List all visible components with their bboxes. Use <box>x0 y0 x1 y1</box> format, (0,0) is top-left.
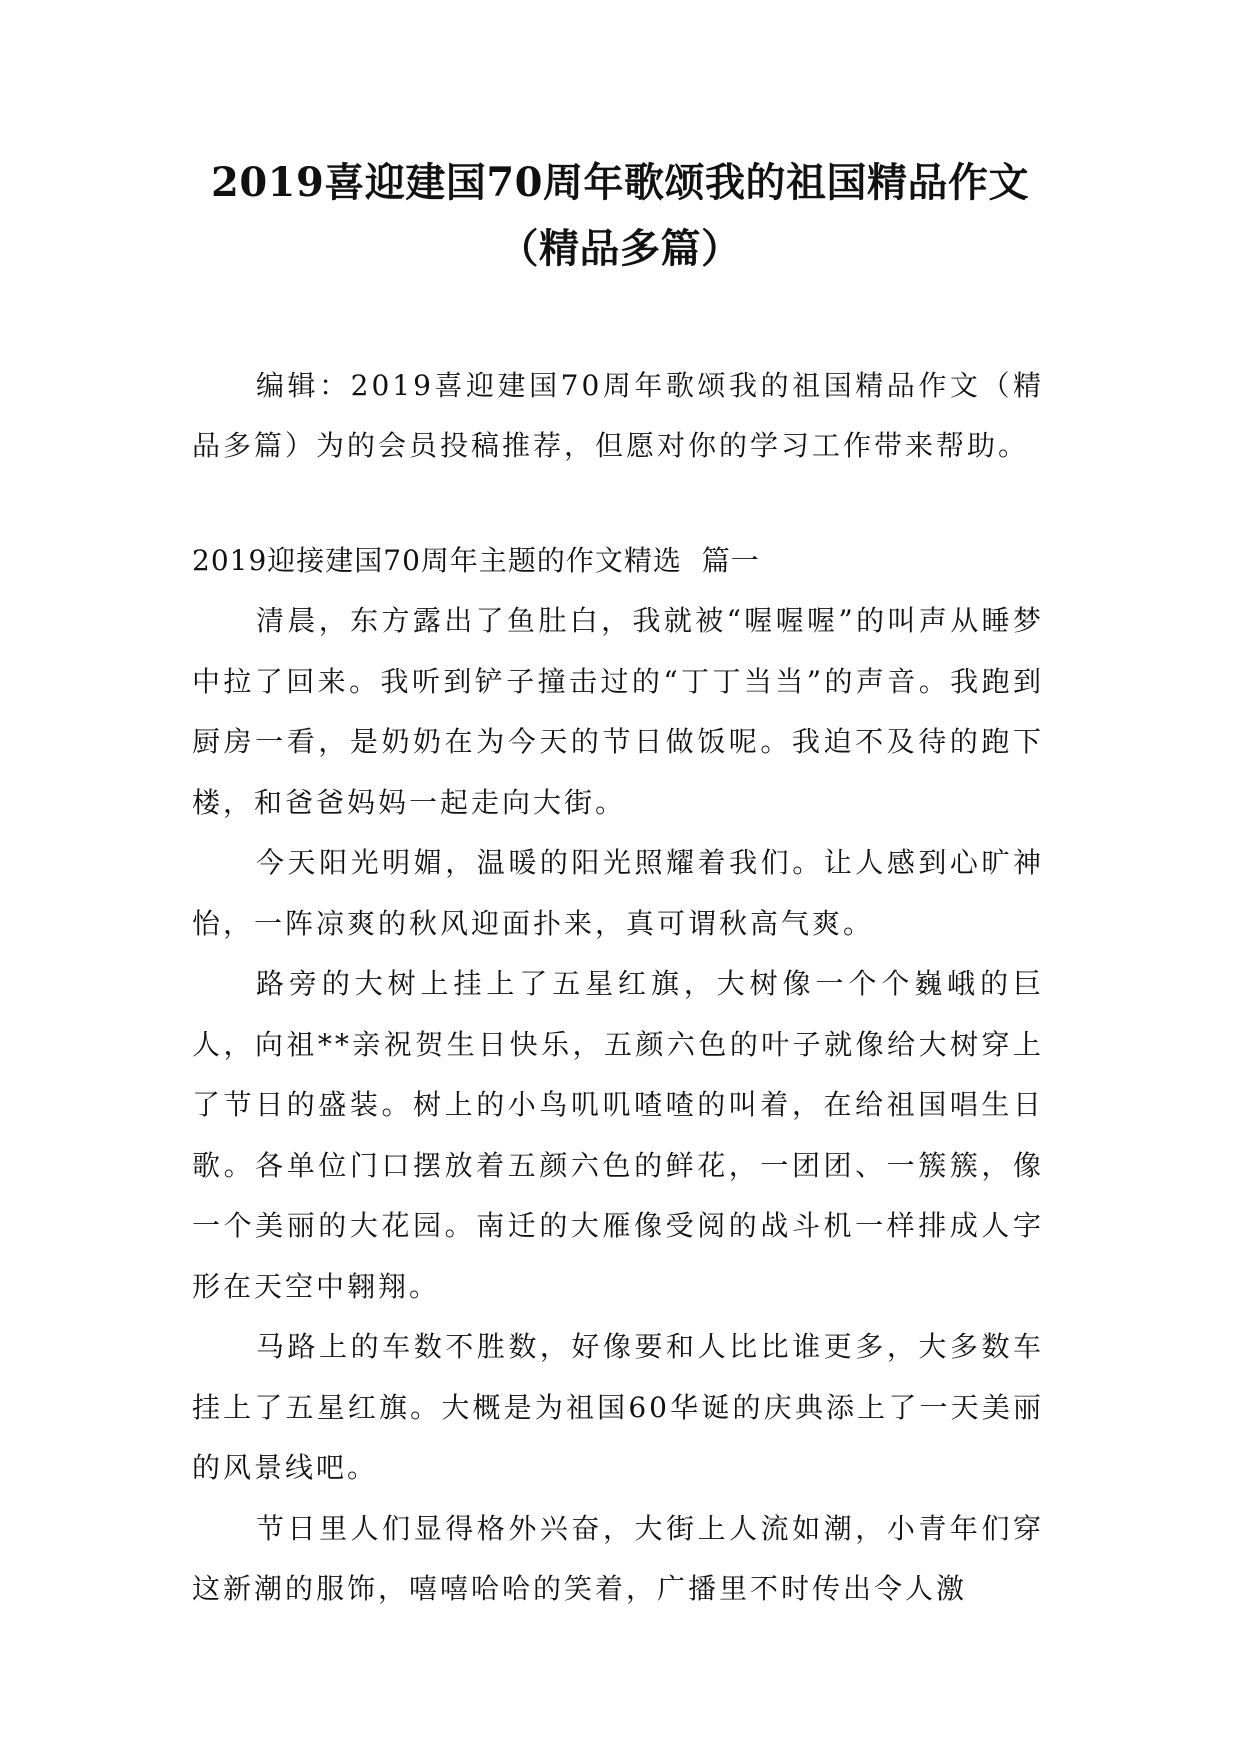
intro-paragraph: 编辑：2019喜迎建国70周年歌颂我的祖国精品作文（精品多篇）为的会员投稿推荐，但愿对你的学习工作带来帮助。 <box>192 369 1044 462</box>
document-title: 2019喜迎建国70周年歌颂我的祖国精品作文（精品多篇） <box>211 159 1029 272</box>
article-body <box>192 591 1044 1620</box>
article-paragraph: 今天阳光明媚，温暖的阳光照耀着我们。让人感到心旷神怡，一阵凉爽的秋风迎面扑来，真可谓秋高气爽。 <box>192 846 1044 940</box>
article-paragraph: 马路上的车数不胜数，好像要和人比比谁更多，大多数车挂上了五星红旗。大概是为祖国60华诞的庆典添上了一天美丽的风景线吧。 <box>192 1330 1044 1484</box>
article-paragraph: 节日里人们显得格外兴奋，大街上人流如潮，小青年们穿这新潮的服饰，嘻嘻哈哈的笑着，广播里不时传出令人激 <box>192 1511 1044 1605</box>
article-paragraph: 路旁的大树上挂上了五星红旗，大树像一个个巍峨的巨人，向祖**亲祝贺生日快乐，五颜六色的叶子就像给大树穿上了节日的盛装。树上的小鸟叽叽喳喳的叫着，在给祖国唱生日歌。各单位门口摆放着五颜六色的鲜花，一团团、一簇簇，像一个美丽的大花园。南迁的大雁像受阅的战斗机一样排成人字形在天空中翱翔。 <box>192 967 1044 1303</box>
article-paragraph: 清晨，东方露出了鱼肚白，我就被“喔喔喔”的叫声从睡梦中拉了回来。我听到铲子撞击过的“丁丁当当”的声音。我跑到厨房一看，是奶奶在为今天的节日做饭呢。我迫不及待的跑下楼，和爸爸妈妈一起走向大街。 <box>192 604 1044 819</box>
section-heading: 2019迎接建国70周年主题的作文精选 篇一 <box>192 544 760 577</box>
